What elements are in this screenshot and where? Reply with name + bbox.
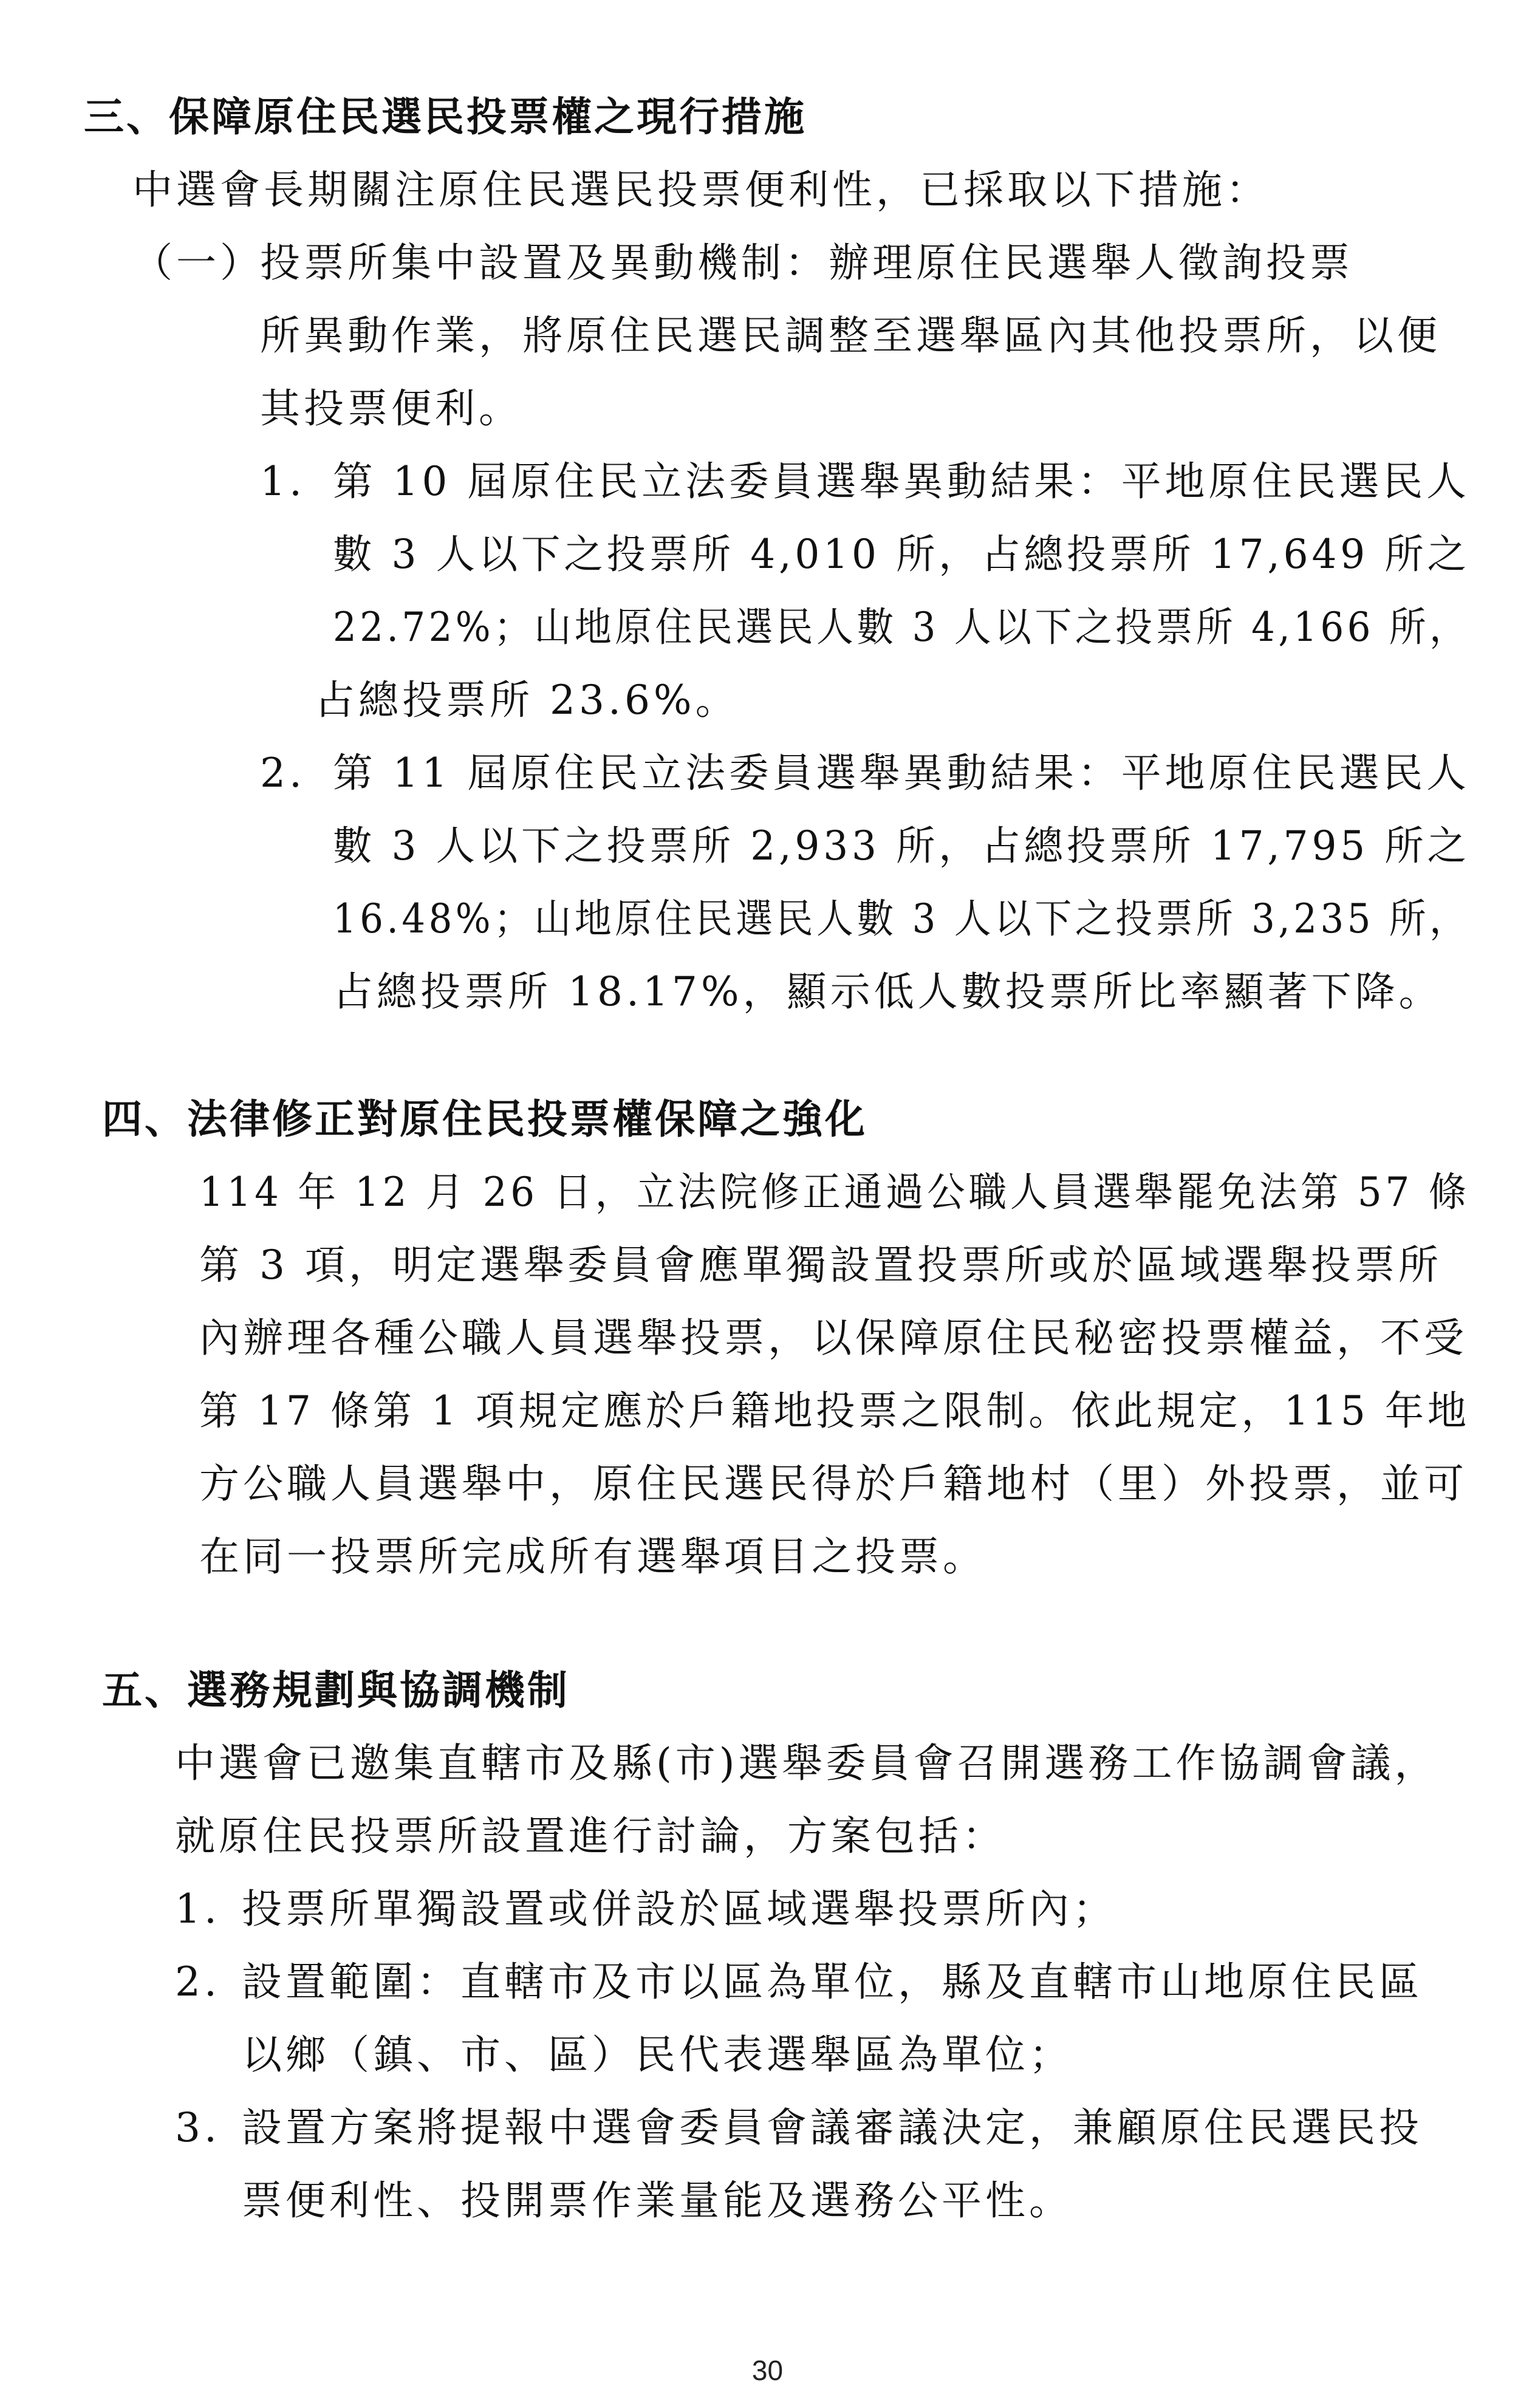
section-5-intro-line-1: 中選會已邀集直轄市及縣(市)選舉委員會召開選務工作協調會議，: [175, 1740, 1438, 1787]
section-3-heading: 三、保障原住民選民投票權之現行措施: [84, 94, 807, 140]
section-5-intro-line-2: 就原住民投票所設置進行討論，方案包括：: [175, 1813, 1006, 1859]
plan-item-3-line-2: 票便利性、投開票作業量能及選務公平性。: [242, 2177, 1073, 2224]
item-1-line-2: 數 3 人以下之投票所 4,010 所，占總投票所 17,649 所之: [333, 531, 1470, 578]
plan-item-2-line-1: 設置範圍：直轄市及市以區為單位，縣及直轄市山地原住民區: [242, 1958, 1423, 2005]
page-number: 30: [751, 2355, 784, 2386]
subsection-1-label: （一）: [132, 239, 264, 286]
plan-item-2-number: 2.: [175, 1958, 221, 2005]
subsection-1-line-1: 投票所集中設置及異動機制：辦理原住民選舉人徵詢投票: [260, 239, 1353, 286]
item-2-line-4: 占總投票所 18.17%，顯示低人數投票所比率顯著下降。: [333, 968, 1443, 1015]
item-2-line-2: 數 3 人以下之投票所 2,933 所，占總投票所 17,795 所之: [333, 823, 1470, 869]
section-4-line-2: 第 3 項，明定選舉委員會應單獨設置投票所或於區域選舉投票所: [199, 1242, 1442, 1288]
plan-item-2-line-2: 以鄉（鎮、市、區）民代表選舉區為單位；: [242, 2031, 1073, 2078]
item-2-line-1: 第 11 屆原住民立法委員選舉異動結果：平地原住民選民人: [333, 750, 1470, 796]
item-1-number: 1.: [260, 458, 306, 505]
item-1-line-4: 占總投票所 23.6%。: [315, 677, 739, 723]
section-4-line-5: 方公職人員選舉中，原住民選民得於戶籍地村（里）外投票，並可: [199, 1460, 1468, 1507]
section-5-heading: 五、選務規劃與協調機制: [102, 1667, 570, 1714]
item-2-line-3: 16.48%；山地原住民選民人數 3 人以下之投票所 3,235 所，: [333, 895, 1470, 942]
section-4-line-6: 在同一投票所完成所有選舉項目之投票。: [199, 1533, 986, 1580]
section-4-line-1: 114 年 12 月 26 日，立法院修正通過公職人員選舉罷免法第 57 條: [199, 1169, 1470, 1216]
plan-item-3-number: 3.: [175, 2104, 221, 2151]
plan-item-3-line-1: 設置方案將提報中選會委員會議審議決定，兼顧原住民選民投: [242, 2104, 1423, 2151]
section-4-line-4: 第 17 條第 1 項規定應於戶籍地投票之限制。依此規定，115 年地: [199, 1387, 1470, 1434]
plan-item-1-line-1: 投票所單獨設置或併設於區域選舉投票所內；: [242, 1886, 1116, 1932]
subsection-1-line-3: 其投票便利。: [260, 385, 522, 432]
section-4-line-3: 內辦理各種公職人員選舉投票，以保障原住民秘密投票權益，不受: [199, 1315, 1468, 1361]
item-2-number: 2.: [260, 750, 306, 796]
item-1-line-3: 22.72%；山地原住民選民人數 3 人以下之投票所 4,166 所，: [333, 604, 1470, 651]
plan-item-1-number: 1.: [175, 1886, 221, 1932]
item-1-line-1: 第 10 屆原住民立法委員選舉異動結果：平地原住民選民人: [333, 458, 1470, 505]
section-4-heading: 四、法律修正對原住民投票權保障之強化: [102, 1096, 867, 1143]
section-3-intro: 中選會長期關注原住民選民投票便利性，已採取以下措施：: [132, 166, 1270, 213]
subsection-1-line-2: 所異動作業，將原住民選民調整至選舉區內其他投票所，以便: [260, 312, 1441, 359]
